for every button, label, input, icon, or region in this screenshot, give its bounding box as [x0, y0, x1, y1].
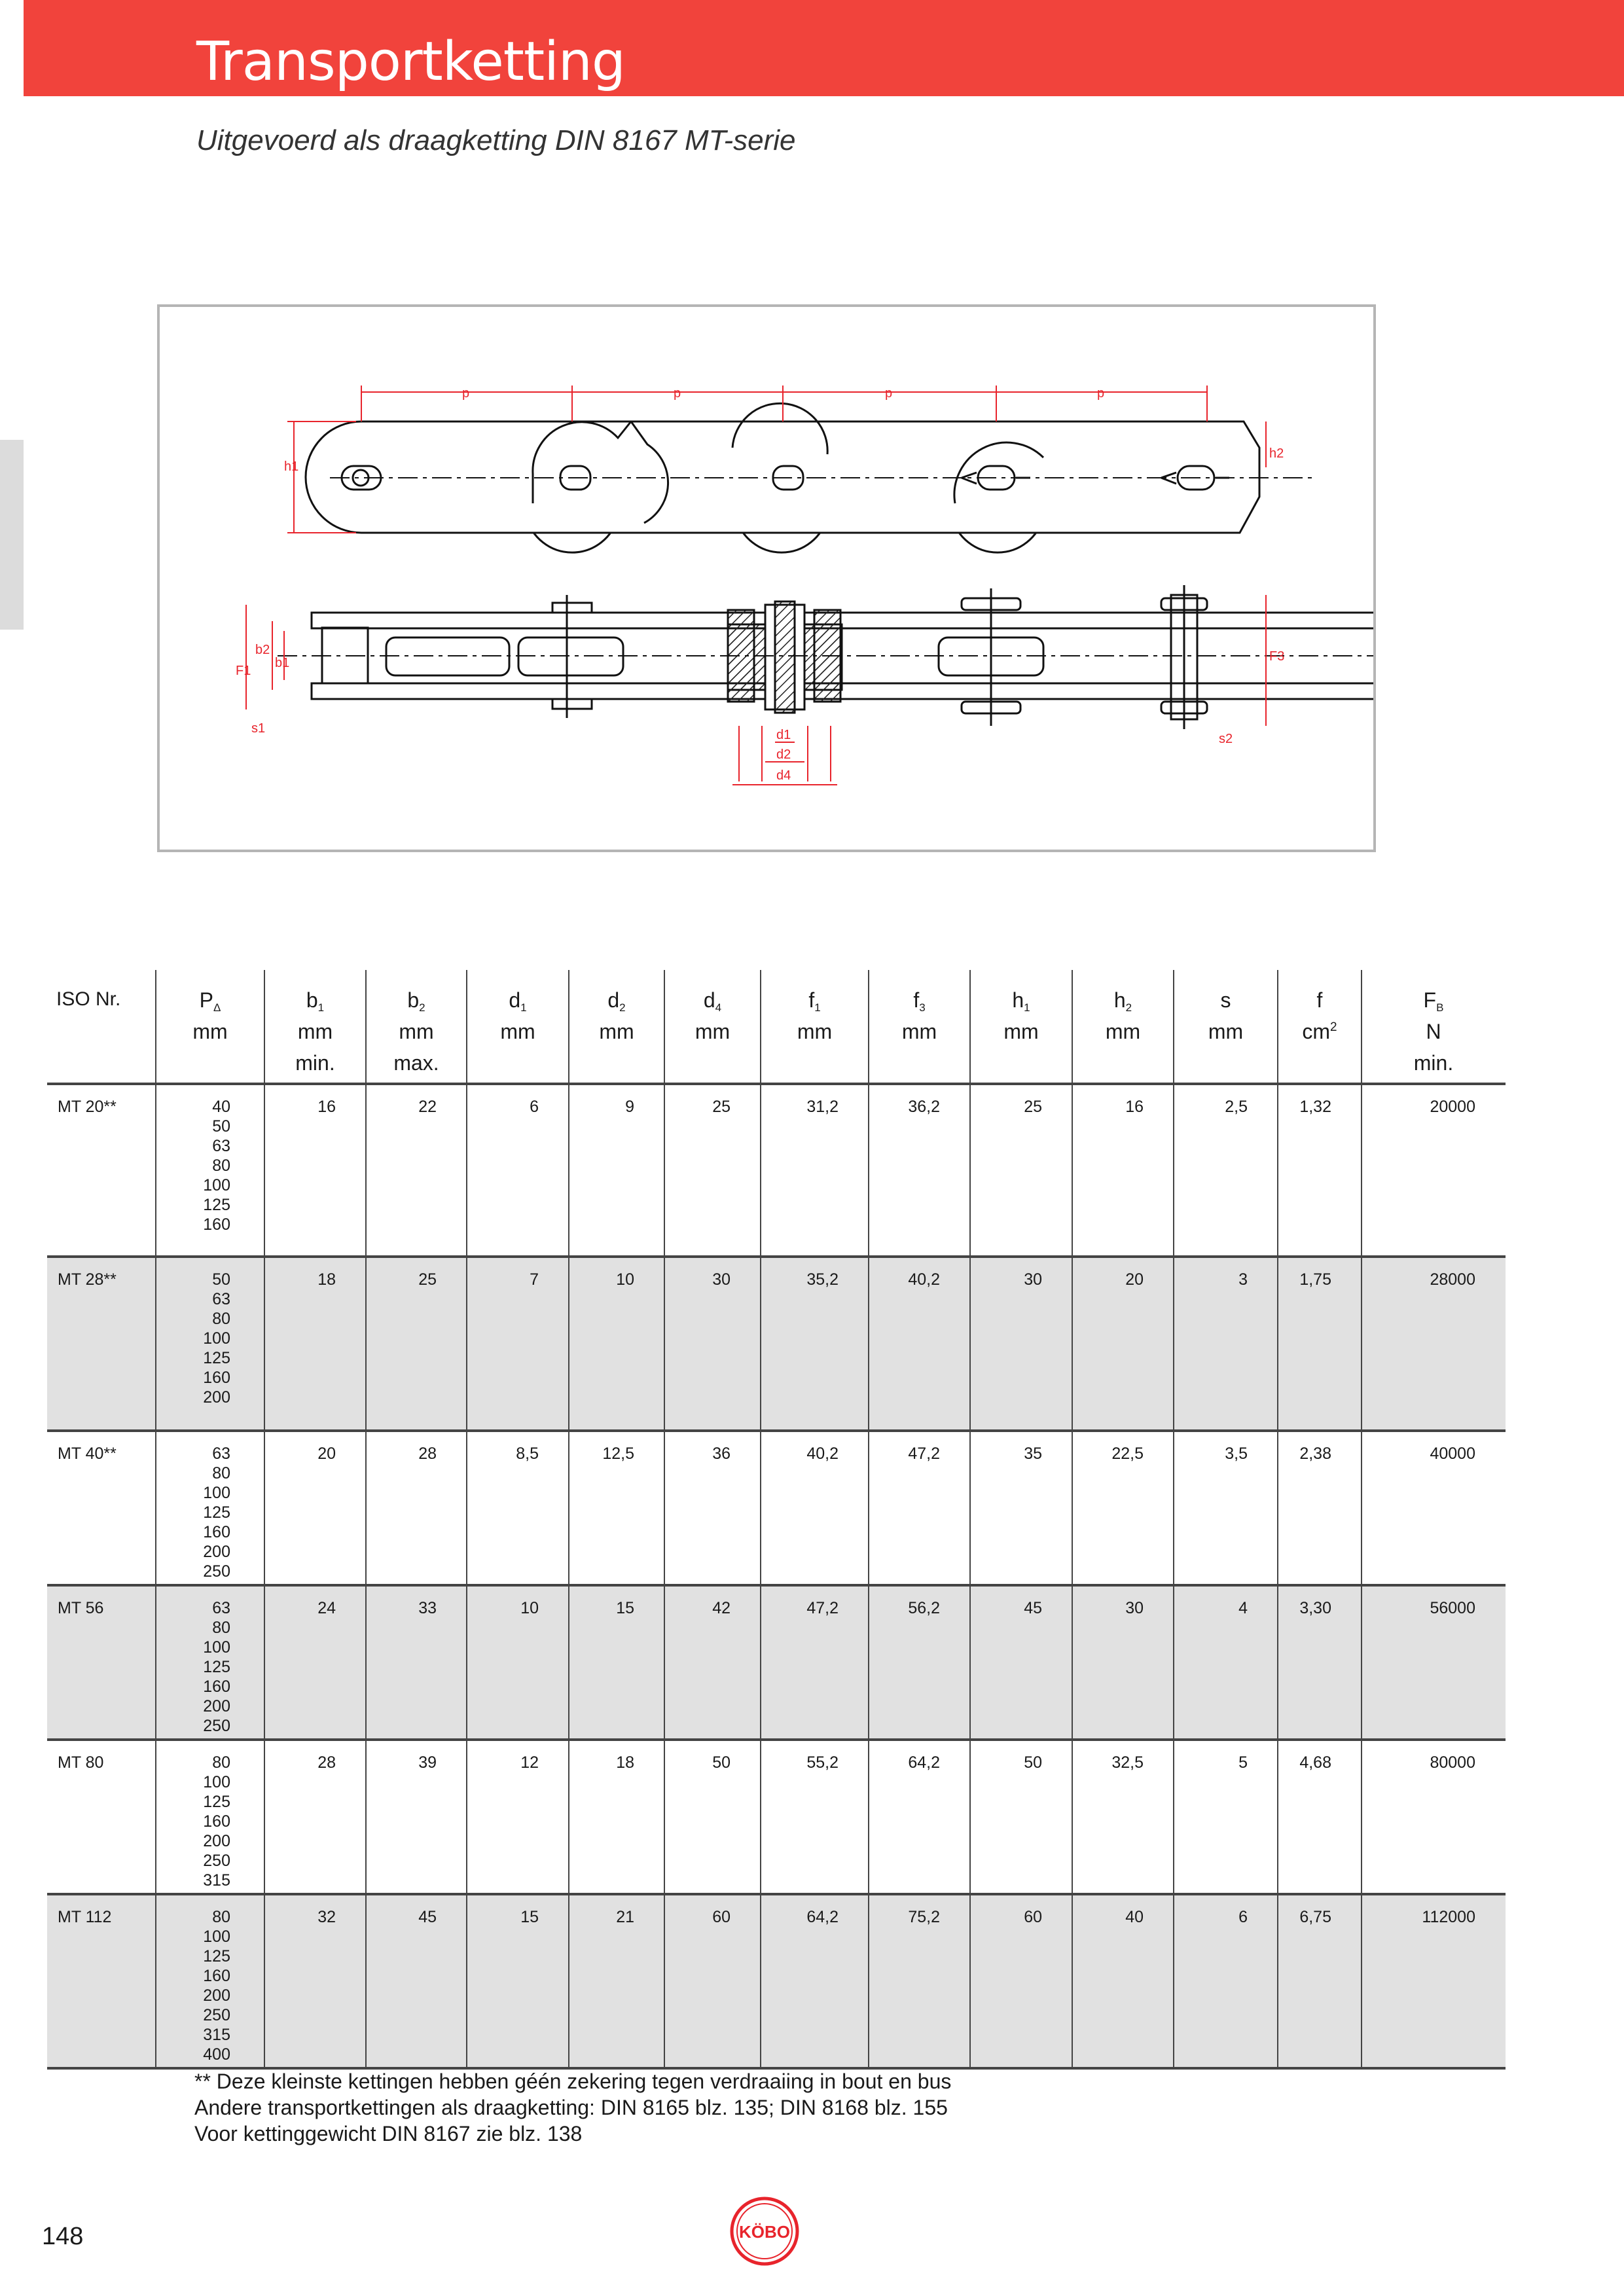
page-number: 148 [42, 2223, 84, 2250]
header-unit: mm [297, 1020, 333, 1043]
header-subscript: Δ [213, 1001, 221, 1014]
pitch-value: 63 [212, 1444, 230, 1463]
pitch-value: 160 [203, 1812, 230, 1831]
pitch-value: 200 [203, 1986, 230, 2005]
cell-b1: 18 [317, 1270, 336, 1289]
pitch-value: 125 [203, 1947, 230, 1965]
cell-d2: 10 [616, 1270, 634, 1289]
column-header-symbol [1274, 988, 1365, 1014]
pitch-value: 125 [203, 1658, 230, 1676]
cell-h1: 45 [1024, 1599, 1042, 1617]
header-unit: mm [1105, 1020, 1141, 1043]
column-divider [155, 1587, 156, 1738]
pitch-value: 200 [203, 1832, 230, 1850]
cell-d4: 42 [712, 1599, 731, 1617]
cell-h1: 25 [1024, 1098, 1042, 1116]
pitch-value: 63 [212, 1137, 230, 1155]
cell-pitch-list [165, 1907, 230, 2064]
column-header-symbol [270, 988, 361, 1014]
column-header-unit [370, 1020, 462, 1044]
footnote: Andere transportkettingen als draagketting: DIN 8165 blz. 135; DIN 8168 blz. 155 [194, 2096, 948, 2119]
column-header-unit [1077, 1020, 1169, 1044]
column-header-unit [667, 1020, 759, 1044]
column-header-symbol [1180, 988, 1272, 1014]
header-symbol: P [199, 988, 213, 1012]
dim-label-p: p [885, 386, 893, 401]
page-title: Transportketting [196, 31, 625, 93]
header-subscript: 1 [317, 1001, 325, 1014]
footnotes [194, 2068, 951, 2147]
header-unit: mm [797, 1020, 833, 1043]
pitch-value: 125 [203, 1793, 230, 1811]
cell-f3: 75,2 [908, 1908, 940, 1926]
header-subscript: 2 [619, 1001, 626, 1014]
pitch-value: 80 [212, 1464, 230, 1482]
pitch-value: 160 [203, 1967, 230, 1985]
cell-f1: 31,2 [806, 1098, 839, 1116]
page-subtitle: Uitgevoerd als draagketting DIN 8167 MT-serie [196, 124, 796, 156]
pitch-value: 250 [203, 2006, 230, 2024]
cell-f: 1,32 [1299, 1098, 1331, 1116]
column-header-symbol [874, 988, 965, 1014]
pitch-value: 160 [203, 1215, 230, 1234]
cell-d4: 36 [712, 1444, 731, 1463]
cell-b1: 20 [317, 1444, 336, 1463]
cell-iso: MT 20** [58, 1098, 117, 1116]
pitch-value: 80 [212, 1908, 230, 1926]
pitch-value: 315 [203, 2026, 230, 2044]
cell-f3: 56,2 [908, 1599, 940, 1617]
pitch-value: 125 [203, 1196, 230, 1214]
pitch-value: 250 [203, 1852, 230, 1870]
pitch-value: 160 [203, 1523, 230, 1541]
cell-h1: 35 [1024, 1444, 1042, 1463]
header-unit: N [1426, 1020, 1441, 1043]
cell-d1: 6 [530, 1098, 539, 1116]
footnote: ** Deze kleinste kettingen hebben géén zekering tegen verdraaiing in bout en bus [194, 2070, 952, 2093]
dim-label-d2: d2 [776, 747, 791, 762]
dim-label-p: p [462, 386, 470, 401]
pitch-value: 100 [203, 1176, 230, 1194]
column-divider [264, 970, 265, 1083]
cell-f1: 35,2 [806, 1270, 839, 1289]
table-row [47, 1085, 1506, 1258]
cell-s: 6 [1238, 1908, 1248, 1926]
cell-iso: MT 56 [58, 1599, 104, 1617]
column-header-iso: ISO Nr. [56, 988, 121, 1010]
header-symbol: f [913, 988, 920, 1012]
cell-b2: 22 [418, 1098, 437, 1116]
pitch-value: 100 [203, 1638, 230, 1657]
pitch-value: 100 [203, 1773, 230, 1791]
cell-pitch-list [165, 1598, 230, 1736]
header-unit: mm [1003, 1020, 1039, 1043]
pitch-value: 63 [212, 1599, 230, 1617]
header-symbol: h [1113, 988, 1126, 1012]
table-row [47, 1432, 1506, 1587]
column-header-symbol [1388, 988, 1479, 1014]
column-divider [466, 970, 467, 1083]
header-unit: mm [599, 1020, 634, 1043]
cell-f1: 64,2 [806, 1908, 839, 1926]
table-row [47, 1741, 1506, 1895]
header-unit: cm [1302, 1020, 1331, 1043]
header-symbol: f [1316, 988, 1323, 1012]
header-subscript: 2 [1125, 1001, 1132, 1014]
header-symbol: d [509, 988, 521, 1012]
cell-b2: 28 [418, 1444, 437, 1463]
column-header-note: min. [1413, 1051, 1454, 1075]
dim-label-F3: F3 [1269, 649, 1285, 664]
chain-drawing [157, 304, 1376, 852]
cell-h2: 30 [1125, 1599, 1144, 1617]
column-header-symbol [1077, 988, 1169, 1014]
cell-b1: 28 [317, 1753, 336, 1772]
cell-b2: 25 [418, 1270, 437, 1289]
cell-d2: 21 [616, 1908, 634, 1926]
column-header-unit [472, 1020, 564, 1044]
cell-f3: 40,2 [908, 1270, 940, 1289]
column-header-unit [975, 1020, 1067, 1044]
pitch-value: 125 [203, 1349, 230, 1367]
column-header-symbol [975, 988, 1067, 1014]
cell-f1: 55,2 [806, 1753, 839, 1772]
column-header-symbol [769, 988, 861, 1014]
cell-d2: 15 [616, 1599, 634, 1617]
side-tab [0, 440, 24, 630]
column-divider [365, 970, 367, 1083]
dim-label-d4: d4 [776, 768, 791, 783]
cell-h2: 16 [1125, 1098, 1144, 1116]
cell-f1: 47,2 [806, 1599, 839, 1617]
cell-b2: 33 [418, 1599, 437, 1617]
pitch-value: 400 [203, 2045, 230, 2064]
cell-d4: 60 [712, 1908, 731, 1926]
column-divider [1072, 970, 1073, 1083]
pitch-value: 100 [203, 1928, 230, 1946]
column-divider [868, 970, 869, 1083]
column-header-note: max. [393, 1051, 439, 1075]
column-header-unit [270, 1020, 361, 1044]
cell-d2: 18 [616, 1753, 634, 1772]
column-header-unit [571, 1020, 662, 1044]
pitch-value: 50 [212, 1270, 230, 1289]
cell-pitch-list [165, 1444, 230, 1581]
side-view [306, 403, 1312, 552]
pitch-value: 40 [212, 1098, 230, 1116]
cell-pitch-list [165, 1097, 230, 1234]
column-divider [155, 1085, 156, 1255]
header-symbol: F [1423, 988, 1437, 1012]
pitch-value: 160 [203, 1369, 230, 1387]
cell-FB: 56000 [1430, 1599, 1475, 1617]
column-header-unit [1274, 1020, 1365, 1044]
pitch-value: 250 [203, 1562, 230, 1581]
column-divider [1173, 970, 1174, 1083]
pitch-value: 250 [203, 1717, 230, 1735]
dim-label-b1: b1 [275, 656, 290, 670]
cell-iso: MT 112 [58, 1908, 112, 1926]
header-unit: mm [500, 1020, 535, 1043]
header-subscript: 1 [1024, 1001, 1030, 1014]
kobo-logo [729, 2196, 800, 2267]
cell-iso: MT 80 [58, 1753, 104, 1772]
cell-s: 3 [1238, 1270, 1248, 1289]
pitch-value: 50 [212, 1117, 230, 1136]
column-header-unit [1180, 1020, 1272, 1044]
cell-f: 2,38 [1299, 1444, 1331, 1463]
dim-label-p: p [674, 386, 681, 401]
table-row [47, 1258, 1506, 1432]
dim-label-d1: d1 [776, 728, 791, 742]
column-header-symbol [472, 988, 564, 1014]
pitch-value: 125 [203, 1503, 230, 1522]
header-symbol: b [407, 988, 420, 1012]
pitch-value: 160 [203, 1677, 230, 1696]
cell-FB: 20000 [1430, 1098, 1475, 1116]
cell-d2: 9 [625, 1098, 634, 1116]
cell-s: 4 [1238, 1599, 1248, 1617]
header-unit-sup: 2 [1330, 1020, 1337, 1034]
pitch-value: 200 [203, 1543, 230, 1561]
cell-f: 3,30 [1299, 1599, 1331, 1617]
cell-pitch-list [165, 1753, 230, 1890]
column-header-unit [769, 1020, 861, 1044]
cell-b1: 16 [317, 1098, 336, 1116]
cell-iso: MT 28** [58, 1270, 117, 1289]
cell-h1: 50 [1024, 1753, 1042, 1772]
cell-f3: 47,2 [908, 1444, 940, 1463]
header-subscript: 3 [919, 1001, 926, 1014]
pitch-value: 63 [212, 1290, 230, 1308]
pitch-value: 80 [212, 1310, 230, 1328]
dim-label-s1: s1 [251, 721, 266, 736]
column-header-unit [164, 1020, 256, 1044]
cell-h2: 22,5 [1111, 1444, 1144, 1463]
header-subscript: 1 [520, 1001, 527, 1014]
cell-f3: 64,2 [908, 1753, 940, 1772]
cell-h1: 30 [1024, 1270, 1042, 1289]
column-divider [969, 970, 971, 1083]
pitch-value: 315 [203, 1871, 230, 1890]
cell-f: 6,75 [1299, 1908, 1331, 1926]
cell-d1: 8,5 [516, 1444, 539, 1463]
pitch-value: 80 [212, 1753, 230, 1772]
header-symbol: b [306, 988, 318, 1012]
cell-s: 2,5 [1225, 1098, 1248, 1116]
cell-f1: 40,2 [806, 1444, 839, 1463]
header-unit: mm [901, 1020, 937, 1043]
dim-label-b2: b2 [255, 643, 270, 657]
column-header-note: min. [295, 1051, 335, 1075]
pitch-value: 100 [203, 1484, 230, 1502]
cell-b1: 32 [317, 1908, 336, 1926]
header-symbol: d [703, 988, 715, 1012]
table-header-row [47, 970, 1506, 1085]
cell-h2: 20 [1125, 1270, 1144, 1289]
table-row [47, 1587, 1506, 1741]
pitch-value: 100 [203, 1329, 230, 1348]
header-unit: mm [399, 1020, 434, 1043]
cell-d4: 50 [712, 1753, 731, 1772]
cell-h2: 40 [1125, 1908, 1144, 1926]
cell-pitch-list [165, 1270, 230, 1407]
cell-d1: 15 [520, 1908, 539, 1926]
column-header-unit [1388, 1020, 1479, 1044]
column-divider [760, 970, 761, 1083]
pitch-value: 80 [212, 1157, 230, 1175]
cell-d4: 25 [712, 1098, 731, 1116]
cell-FB: 80000 [1430, 1753, 1475, 1772]
cell-FB: 28000 [1430, 1270, 1475, 1289]
column-divider [664, 970, 665, 1083]
cell-d4: 30 [712, 1270, 731, 1289]
cell-h2: 32,5 [1111, 1753, 1144, 1772]
column-divider [155, 1432, 156, 1584]
header-symbol: s [1220, 988, 1231, 1012]
column-divider [568, 970, 569, 1083]
pitch-value: 200 [203, 1697, 230, 1715]
header-symbol: f [808, 988, 815, 1012]
column-divider [155, 1258, 156, 1429]
dim-label-F1: F1 [236, 664, 251, 678]
header-subscript: 4 [715, 1001, 722, 1014]
pitch-value: 80 [212, 1619, 230, 1637]
cell-d1: 12 [520, 1753, 539, 1772]
dim-label-s2: s2 [1219, 732, 1233, 746]
column-header-symbol [667, 988, 759, 1014]
cell-iso: MT 40** [58, 1444, 117, 1463]
cell-b2: 39 [418, 1753, 437, 1772]
footnote: Voor kettinggewicht DIN 8167 zie blz. 138 [194, 2122, 583, 2145]
header-unit: mm [1208, 1020, 1244, 1043]
column-header-symbol [571, 988, 662, 1014]
top-view [278, 585, 1373, 729]
cell-h1: 60 [1024, 1908, 1042, 1926]
cell-f3: 36,2 [908, 1098, 940, 1116]
cell-d2: 12,5 [602, 1444, 634, 1463]
cell-f: 4,68 [1299, 1753, 1331, 1772]
cell-s: 5 [1238, 1753, 1248, 1772]
header-unit: mm [695, 1020, 731, 1043]
cell-FB: 40000 [1430, 1444, 1475, 1463]
pitch-value: 200 [203, 1388, 230, 1407]
cell-b2: 45 [418, 1908, 437, 1926]
cell-f: 1,75 [1299, 1270, 1331, 1289]
cell-d1: 10 [520, 1599, 539, 1617]
column-header-symbol [370, 988, 462, 1014]
header-unit: mm [192, 1020, 228, 1043]
logo-text: KÖBO [739, 2222, 790, 2242]
header-symbol: d [607, 988, 620, 1012]
header-subscript: 1 [814, 1001, 821, 1014]
column-header-symbol [164, 988, 256, 1014]
header-subscript: 2 [419, 1001, 425, 1014]
header-symbol: h [1012, 988, 1024, 1012]
dim-label-h2: h2 [1269, 446, 1284, 461]
column-header-unit [874, 1020, 965, 1044]
cell-b1: 24 [317, 1599, 336, 1617]
cell-d1: 7 [530, 1270, 539, 1289]
header-subscript: B [1436, 1001, 1444, 1014]
cell-FB: 112000 [1422, 1908, 1475, 1926]
spec-table [47, 970, 1506, 2070]
cell-s: 3,5 [1225, 1444, 1248, 1463]
column-divider [155, 1895, 156, 2067]
table-row [47, 1895, 1506, 2070]
column-divider [155, 1741, 156, 1893]
column-divider [155, 970, 156, 1083]
dim-label-p: p [1097, 386, 1105, 401]
dim-label-h1: h1 [284, 459, 299, 474]
